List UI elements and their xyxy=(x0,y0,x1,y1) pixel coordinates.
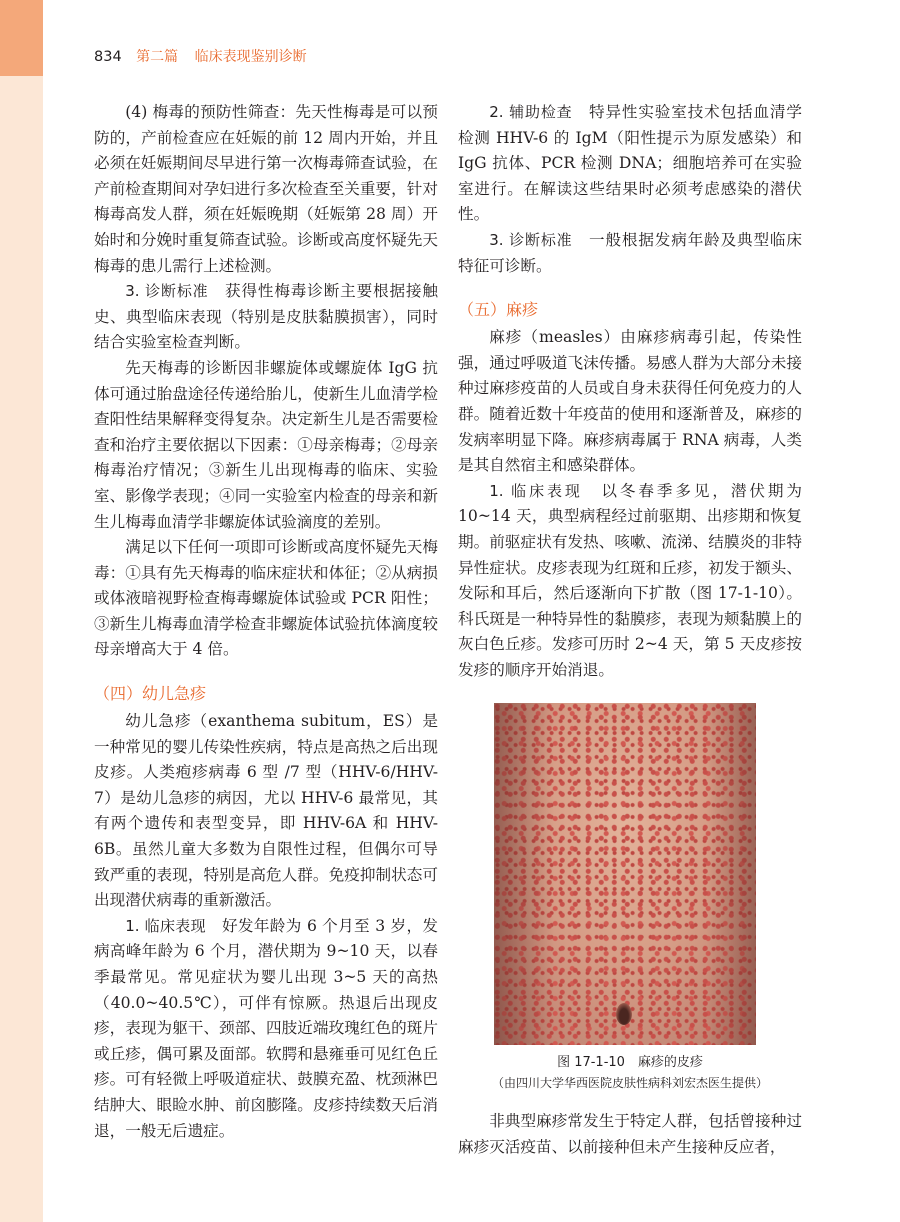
numbered-lead: 1. 临床表现 xyxy=(125,916,206,935)
left-column xyxy=(94,100,438,1144)
navel-mark xyxy=(616,1003,632,1025)
paragraph-text: 以冬春季多见，潜伏期为 10~14 天，典型病程经过前驱期、出疹期和恢复期。前驱症状有发热、咳嗽、流涕、结膜炎的非特异性症状。皮疹表现为红斑和丘疹，初发于额头、发际和耳后，然后逐渐向下扩散（图 17-1-10）。科氏斑是一种特异性的黏膜疹，表现为颊黏膜上的灰白色丘疹。发疹可历时 2~4 天，第 5 天皮疹按发疹的顺序开始消退。 xyxy=(458,481,802,679)
part-title: 第二篇 xyxy=(136,49,179,65)
paragraph-text: 好发年龄为 6 个月至 3 岁，发病高峰年龄为 6 个月，潜伏期为 9~10 天，以春季最常见。常见症状为婴儿出现 3~5 天的高热（40.0~40.5℃），可伴有惊厥。热退后出现皮疹，表现为躯干、颈部、四肢近端玫瑰红色的斑片或丘疹，偶可累及面部。软腭和悬雍垂可见红色丘疹。可有轻微上呼吸道症状、鼓膜充盈、枕颈淋巴结肿大、眼睑水肿、前囟膨隆。皮疹持续数天后消退，一般无后遗症。 xyxy=(94,916,438,1140)
paragraph-roseola-clinical xyxy=(94,914,438,1144)
page-number: 834 xyxy=(94,49,122,65)
measles-rash-photo xyxy=(494,703,756,1045)
paragraph-roseola-lab xyxy=(458,100,802,228)
paragraph-roseola-diagnosis xyxy=(458,228,802,279)
numbered-lead: 1. 临床表现 xyxy=(489,481,583,500)
paragraph-syphilis-screening: (4) 梅毒的预防性筛查：先天性梅毒是可以预防的，产前检查应在妊娠的前 12 周内开始，并且必须在妊娠期间尽早进行第一次梅毒筛查试验，在产前检查期间对孕妇进行多次检查至关重要，针对梅毒高发人群，须在妊娠晚期（妊娠第 28 周）开始时和分娩时重复筛查试验。诊断或高度怀疑先天梅毒的患儿需行上述检测。 xyxy=(94,103,438,275)
section-heading-measles: （五）麻疹 xyxy=(458,300,539,320)
photo-shadow-right xyxy=(706,703,756,1045)
figure-caption: 图 17-1-10 麻疹的皮疹 xyxy=(557,1055,703,1071)
paragraph-atypical-measles: 非典型麻疹常发生于特定人群，包括曾接种过麻疹灭活疫苗、以前接种但未产生接种反应者， xyxy=(458,1112,802,1157)
paragraph-diagnosis-criteria xyxy=(94,279,438,356)
paragraph-roseola-intro: 幼儿急疹（exanthema subitum，ES）是一种常见的婴儿传染性疾病，特点是高热之后出现皮疹。人类疱疹病毒 6 型 /7 型（HHV-6/HHV-7）是幼儿急疹的病因，尤以 HHV-6 最常见，其有两个遗传和表型变异，即 HHV-6A 和 HHV-6B。虽然儿童大多数为自限性过程，但偶尔可导致严重的表现，特别是高危人群。免疫抑制状态可出现潜伏病毒的重新激活。 xyxy=(94,712,438,910)
right-column xyxy=(458,100,802,1161)
side-band-tab xyxy=(0,0,43,76)
paragraph-text: 特异性实验室技术包括血清学检测 HHV-6 的 IgM（阳性提示为原发感染）和 IgG 抗体、PCR 检测 DNA；细胞培养可在实验室进行。在解读这些结果时必须考虑感染的潜伏性。 xyxy=(458,103,802,224)
numbered-lead: 2. 辅助检查 xyxy=(489,103,573,121)
photo-shadow-left xyxy=(494,703,554,1045)
paragraph-text: 一般根据发病年龄及典型临床特征可诊断。 xyxy=(458,230,802,275)
paragraph-congenital-diagnosis: 先天梅毒的诊断因非螺旋体或螺旋体 IgG 抗体可通过胎盘途径传递给胎儿，使新生儿血清学检查阳性结果解释变得复杂。决定新生儿是否需要检查和治疗主要依据以下因素：①母亲梅毒；②母亲梅毒治疗情况；③新生儿出现梅毒的临床、实验室、影像学表现；④同一实验室内检查的母亲和新生儿梅毒血清学非螺旋体试验滴度的差别。 xyxy=(94,358,438,531)
figure-credit: （由四川大学华西医院皮肤性病科刘宏杰医生提供） xyxy=(491,1076,768,1091)
running-header xyxy=(94,46,307,68)
section-heading-roseola: （四）幼儿急疹 xyxy=(94,684,207,704)
side-band xyxy=(0,0,43,1222)
section-title: 临床表现鉴别诊断 xyxy=(194,49,307,65)
paragraph-congenital-criteria: 满足以下任何一项即可诊断或高度怀疑先天梅毒：①具有先天梅毒的临床症状和体征；②从病损或体液暗视野检查梅毒螺旋体试验或 PCR 阳性；③新生儿梅毒血清学检查非螺旋体试验抗体滴度较母亲增高大于 4 倍。 xyxy=(94,538,438,659)
numbered-lead: 3. 诊断标准 xyxy=(489,230,573,249)
numbered-lead: 3. 诊断标准 xyxy=(125,282,209,301)
paragraph-measles-clinical xyxy=(458,479,802,684)
paragraph-text: 获得性梅毒诊断主要根据接触史、典型临床表现（特别是皮肤黏膜损害），同时结合实验室检查判断。 xyxy=(94,282,438,352)
paragraph-measles-intro: 麻疹（measles）由麻疹病毒引起，传染性强，通过呼吸道飞沫传播。易感人群为大部分未接种过麻疹疫苗的人员或自身未获得任何免疫力的人群。随着近数十年疫苗的使用和逐渐普及，麻疹的发病率明显下降。麻疹病毒属于 RNA 病毒，人类是其自然宿主和感染群体。 xyxy=(458,328,802,475)
